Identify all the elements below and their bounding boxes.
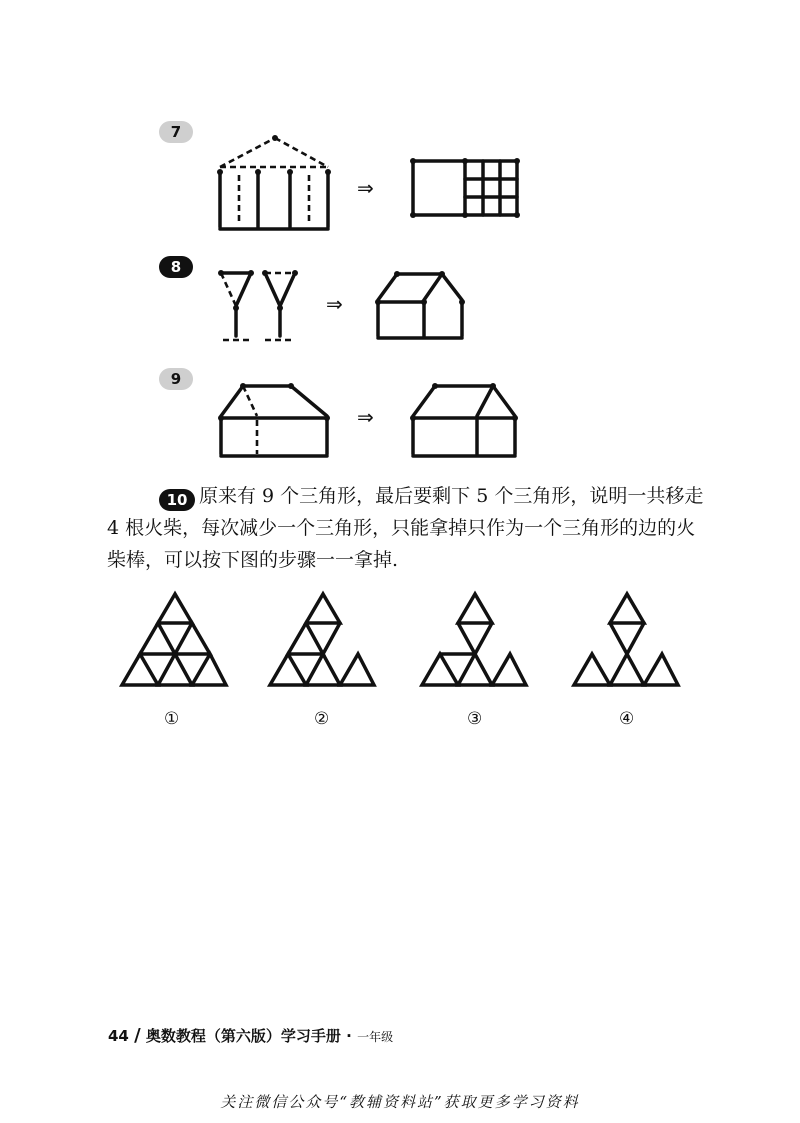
footer-separator: / — [134, 1025, 141, 1046]
watermark-text: 关注微信公众号“教辅资料站”获取更多学习资料 — [220, 1093, 580, 1111]
step-2-figure — [266, 590, 381, 695]
problem-8-right-figure — [372, 266, 472, 346]
step-3-figure — [418, 590, 533, 695]
problem-8-badge: 8 — [159, 256, 193, 278]
problem-9-badge: 9 — [159, 368, 193, 390]
problem-10-text: 原来有 9 个三角形，最后要剩下 5 个三角形，说明一共移走 4 根火柴，每次减少一个三角形，只能拿掉只作为一个三角形的边的火柴棒，可以按下图的步骤一一拿掉. — [107, 485, 704, 571]
step-3-caption: ③ — [467, 709, 483, 729]
problem-7-left-figure — [210, 135, 340, 235]
step-4-figure — [570, 590, 685, 695]
arrow-icon: ⇒ — [357, 176, 374, 200]
page-number: 44 — [108, 1027, 129, 1045]
step-1-caption: ① — [164, 709, 180, 729]
problem-8-left-figure — [215, 268, 305, 348]
page-footer — [108, 1025, 393, 1046]
problem-9-right-figure — [405, 380, 525, 460]
problem-10-paragraph — [107, 480, 707, 576]
problem-9-left-figure — [213, 380, 338, 460]
problem-7-right-figure — [405, 155, 530, 225]
problem-7-badge: 7 — [159, 121, 193, 143]
arrow-icon: ⇒ — [326, 292, 343, 316]
arrow-icon: ⇒ — [357, 405, 374, 429]
step-1-figure — [118, 590, 233, 695]
step-4-caption: ④ — [619, 709, 635, 729]
book-title: 奥数教程（第六版）学习手册 — [145, 1027, 341, 1045]
step-2-caption: ② — [314, 709, 330, 729]
footer-dot: · — [346, 1027, 352, 1045]
grade-label: 一年级 — [357, 1030, 394, 1044]
problem-10-badge: 10 — [159, 489, 195, 511]
